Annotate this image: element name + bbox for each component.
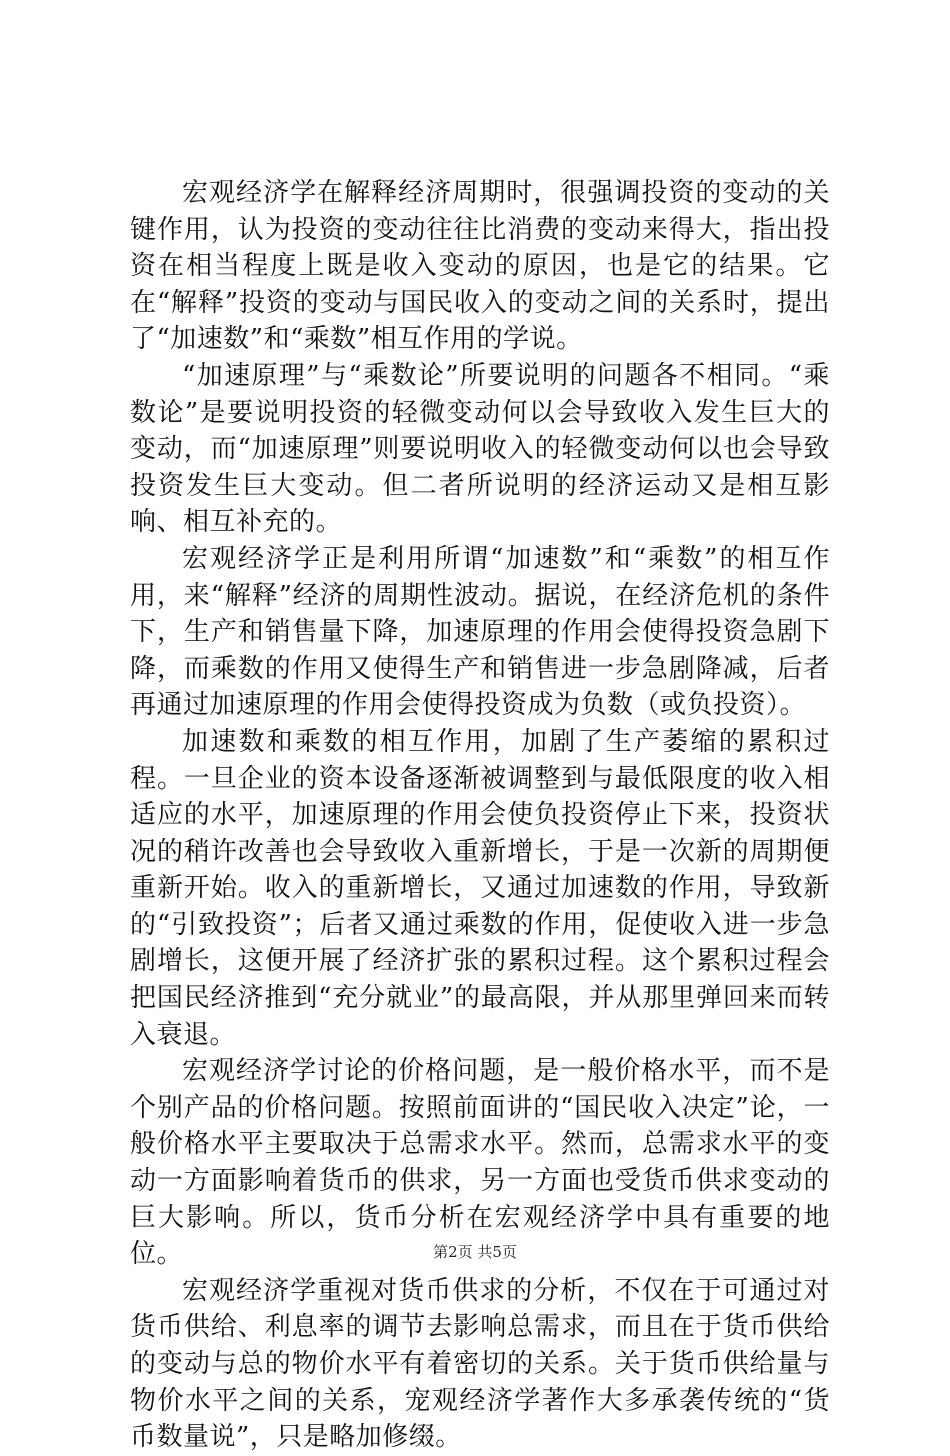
paragraph: 宏观经济学重视对货币供求的分析，不仅在于可通过对货币供给、利息率的调节去影响总需求，而且在于货币供给的变动与总的物价水平有着密切的关系。关于货币供给量与物价水平之间的关系，宠观经济学著作大多承袭传统的“货币数量说”，只是略加修缀。: [130, 1275, 830, 1453]
paragraph: 加速数和乘数的相互作用，加剧了生产萎缩的累积过程。一旦企业的资本设备逐渐被调整到与最低限度的收入相适应的水平，加速原理的作用会使负投资停止下来，投资状况的稍许改善也会导致收入重新增长，于是一次新的周期便重新开始。收入的重新增长，又通过加速数的作用，导致新的“引致投资”；后者又通过乘数的作用，促使收入进一步急剧增长，这便开展了经济扩张的累积过程。这个累积过程会把国民经济推到“充分就业”的最高限，并从那里弹回来而转入衰退。: [130, 726, 830, 1050]
document-body: [130, 175, 830, 1456]
paragraph: 宏观经济学正是利用所谓“加速数”和“乘数”的相互作用，来“解释”经济的周期性波动。据说，在经济危机的条件下，生产和销售量下降，加速原理的作用会使得投资急剧下降，而乘数的作用又使得生产和销售进一步急剧降减，后者再通过加速原理的作用会使得投资成为负数（或负投资）。: [130, 543, 830, 721]
paragraph: 宏观经济学在解释经济周期时，很强调投资的变动的关键作用，认为投资的变动往往比消费的变动来得大，指出投资在相当程度上既是收入变动的原因，也是它的结果。它在“解释”投资的变动与国民收入的变动之间的关系时，提出了“加速数”和“乘数”相互作用的学说。: [130, 178, 830, 355]
paragraph: “加速原理”与“乘数论”所要说明的问题各不相同。“乘数论”是要说明投资的轻微变动何以会导致收入发生巨大的变动，而“加速原理”则要说明收入的轻微变动何以也会导致投资发生巨大变动。但二者所说明的经济运动又是相互影响、相互补充的。: [130, 360, 830, 538]
paragraph: 宏观经济学讨论的价格问题，是一般价格水平，而不是个别产品的价格问题。按照前面讲的“国民收入决定”论，一般价格水平主要取决于总需求水平。然而，总需求水平的变动一方面影响着货币的供求，另一方面也受货币供求变动的巨大影响。所以，货币分析在宏观经济学中具有重要的地位。: [130, 1056, 830, 1270]
page-number-footer: 第2页 共5页: [433, 1243, 517, 1261]
